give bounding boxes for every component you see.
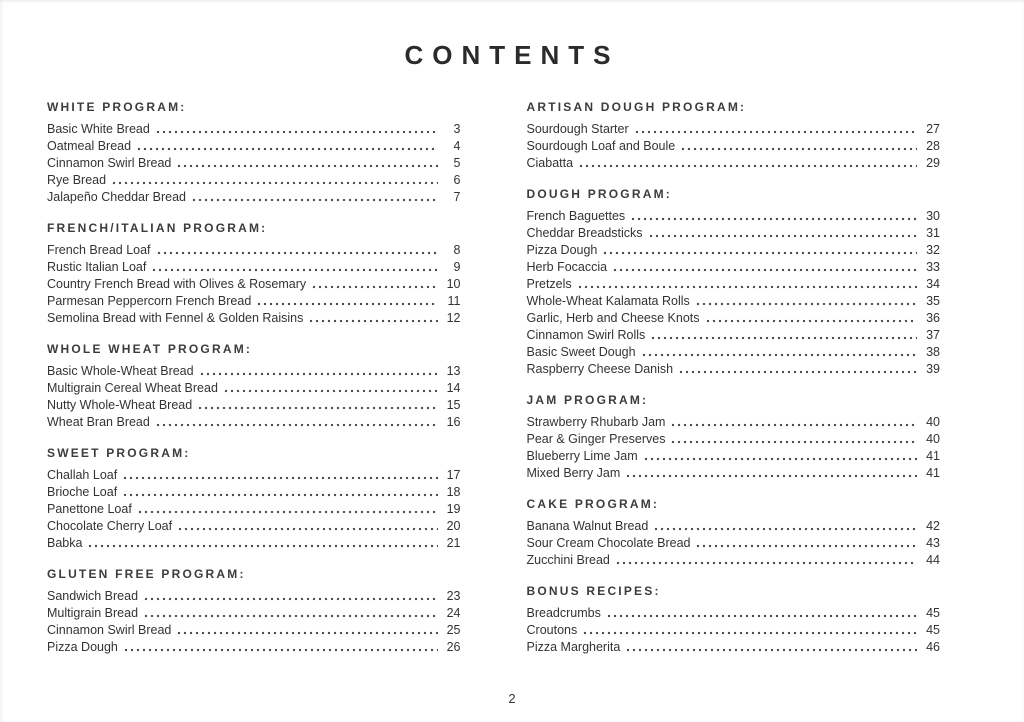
toc-entry-page: 40 [926, 432, 940, 446]
toc-entry [47, 363, 461, 380]
toc-entry-page: 26 [446, 640, 461, 654]
toc-entry-title: Breadcrumbs [526, 606, 601, 620]
toc-entry-title: Basic Sweet Dough [526, 345, 636, 359]
toc-entry [47, 189, 461, 206]
page-title: CONTENTS [404, 40, 620, 70]
toc-entry-title: Multigrain Cereal Wheat Bread [47, 381, 218, 395]
toc-section [47, 99, 461, 206]
toc-entry-title: Garlic, Herb and Cheese Knots [526, 311, 700, 325]
toc-entry-title: Rye Bread [47, 173, 107, 187]
toc-entry-title: Whole-Wheat Kalamata Rolls [526, 294, 690, 308]
toc-entry-page: 45 [926, 606, 940, 620]
toc-entry-title: Multigrain Bread [47, 606, 139, 620]
toc-entry-page: 25 [446, 623, 461, 637]
toc-entry-title: Parmesan Peppercorn French Bread [47, 294, 252, 308]
toc-columns [47, 99, 940, 656]
toc-entry-title: Cinnamon Swirl Bread [47, 156, 172, 170]
toc-entry-page: 23 [446, 589, 461, 603]
toc-section [527, 392, 941, 482]
toc-entry-page: 14 [446, 381, 461, 395]
toc-section-heading: DOUGH PROGRAM: [526, 187, 672, 201]
dot-leader [191, 189, 438, 206]
toc-entry [47, 172, 461, 189]
toc-entry-title: Semolina Bread with Fennel & Golden Raisins [47, 311, 304, 325]
toc-entry-page: 17 [446, 468, 461, 482]
toc-entry [47, 121, 461, 138]
dot-leader [630, 208, 917, 225]
toc-entry [527, 138, 941, 155]
toc-entry-page: 24 [446, 606, 461, 620]
dot-leader [615, 552, 917, 569]
toc-entry-title: Oatmeal Bread [47, 139, 132, 153]
toc-entry-title: Sourdough Loaf and Boule [526, 139, 676, 153]
toc-entry-title: Croutons [526, 623, 578, 637]
toc-entry-title: Chocolate Cherry Loaf [47, 519, 173, 533]
toc-entry-title: Nutty Whole-Wheat Bread [47, 398, 193, 412]
toc-section-heading: FRENCH/ITALIAN PROGRAM: [47, 221, 268, 235]
toc-entry [527, 605, 941, 622]
toc-section [527, 99, 941, 172]
toc-entry [527, 293, 941, 310]
toc-entry [47, 242, 461, 259]
toc-entry-page: 9 [453, 260, 461, 274]
toc-entry-title: Strawberry Rhubarb Jam [526, 415, 666, 429]
dot-leader [197, 397, 437, 414]
dot-leader [122, 484, 437, 501]
toc-entry-page: 10 [446, 277, 461, 291]
toc-entry-page: 6 [453, 173, 461, 187]
toc-entry [47, 293, 461, 310]
toc-entry-page: 29 [926, 156, 940, 170]
toc-entry [47, 414, 461, 431]
toc-entry-title: Brioche Loaf [47, 485, 118, 499]
toc-entry-page: 43 [926, 536, 940, 550]
toc-entry [527, 622, 941, 639]
toc-right-column [527, 99, 941, 656]
toc-entry-page: 39 [926, 362, 940, 376]
dot-leader [670, 414, 917, 431]
dot-leader [678, 361, 917, 378]
toc-entry-page: 45 [926, 623, 940, 637]
toc-entry [527, 431, 941, 448]
dot-leader [155, 121, 438, 138]
toc-entry-title: Cheddar Breadsticks [526, 226, 643, 240]
dot-leader [650, 327, 917, 344]
dot-leader [87, 535, 437, 552]
dot-leader [143, 605, 437, 622]
dot-leader [606, 605, 917, 622]
dot-leader [136, 138, 437, 155]
toc-entry-page: 20 [446, 519, 461, 533]
toc-entry-page: 37 [926, 328, 940, 342]
dot-leader [122, 467, 437, 484]
toc-entry [527, 344, 941, 361]
toc-entry [47, 276, 461, 293]
dot-leader [137, 501, 438, 518]
toc-entry-page: 5 [453, 156, 461, 170]
toc-entry-title: Herb Focaccia [526, 260, 608, 274]
toc-section [527, 186, 941, 378]
toc-entry [47, 259, 461, 276]
dot-leader [634, 121, 917, 138]
toc-entry [527, 448, 941, 465]
dot-leader [223, 380, 438, 397]
toc-entry-title: French Baguettes [526, 209, 626, 223]
toc-section-heading: JAM PROGRAM: [526, 393, 649, 407]
toc-entry [47, 397, 461, 414]
toc-entry [47, 518, 461, 535]
toc-entry-title: Pizza Dough [526, 243, 598, 257]
toc-entry [47, 535, 461, 552]
toc-section-heading: CAKE PROGRAM: [526, 497, 660, 511]
dot-leader [653, 518, 917, 535]
dot-leader [612, 259, 917, 276]
toc-entry-title: Country French Bread with Olives & Rosemary [47, 277, 307, 291]
toc-entry-page: 46 [926, 640, 940, 654]
toc-entry [47, 380, 461, 397]
toc-entry [47, 605, 461, 622]
toc-entry [527, 242, 941, 259]
toc-entry [527, 535, 941, 552]
toc-entry [527, 414, 941, 431]
toc-entry-title: French Bread Loaf [47, 243, 151, 257]
toc-entry-title: Cinnamon Swirl Rolls [526, 328, 646, 342]
toc-entry-title: Challah Loaf [47, 468, 118, 482]
toc-entry-title: Babka [47, 536, 83, 550]
toc-entry-page: 30 [926, 209, 940, 223]
dot-leader [625, 639, 917, 656]
toc-entry-page: 28 [926, 139, 940, 153]
toc-entry-page: 18 [446, 485, 461, 499]
toc-entry-page: 33 [926, 260, 940, 274]
folio-page-number: 2 [508, 691, 516, 706]
toc-entry-page: 40 [926, 415, 940, 429]
toc-entry [527, 518, 941, 535]
dot-leader [625, 465, 917, 482]
toc-entry-page: 15 [446, 398, 461, 412]
toc-entry-page: 21 [446, 536, 461, 550]
toc-entry [527, 276, 941, 293]
dot-leader [155, 414, 438, 431]
toc-entry-title: Pizza Margherita [526, 640, 621, 654]
toc-entry [527, 208, 941, 225]
toc-entry-page: 41 [926, 449, 940, 463]
dot-leader [111, 172, 437, 189]
toc-entry-page: 32 [926, 243, 940, 257]
toc-entry-title: Sour Cream Chocolate Bread [526, 536, 691, 550]
toc-entry-page: 7 [453, 190, 461, 204]
toc-entry-title: Sandwich Bread [47, 589, 139, 603]
dot-leader [143, 588, 437, 605]
toc-entry-title: Sourdough Starter [526, 122, 629, 136]
toc-entry-title: Wheat Bran Bread [47, 415, 150, 429]
toc-entry-title: Banana Walnut Bread [526, 519, 649, 533]
toc-section-heading: SWEET PROGRAM: [47, 446, 191, 460]
toc-entry-title: Basic White Bread [47, 122, 150, 136]
toc-section [47, 445, 461, 552]
toc-entry [47, 310, 461, 327]
toc-entry [47, 639, 461, 656]
dot-leader [695, 293, 917, 310]
dot-leader [177, 518, 437, 535]
dot-leader [308, 310, 437, 327]
dot-leader [641, 344, 917, 361]
dot-leader [680, 138, 917, 155]
dot-leader [176, 155, 437, 172]
toc-entry-page: 19 [446, 502, 461, 516]
toc-entry [527, 310, 941, 327]
toc-entry [47, 467, 461, 484]
toc-entry [47, 155, 461, 172]
toc-section [47, 341, 461, 431]
dot-leader [643, 448, 917, 465]
toc-entry-title: Basic Whole-Wheat Bread [47, 364, 194, 378]
dot-leader [705, 310, 917, 327]
toc-section [47, 566, 461, 656]
toc-entry-title: Pizza Dough [47, 640, 118, 654]
toc-entry-title: Cinnamon Swirl Bread [47, 623, 172, 637]
toc-entry-page: 38 [926, 345, 940, 359]
toc-entry-title: Pretzels [526, 277, 572, 291]
toc-entry-title: Ciabatta [526, 156, 574, 170]
toc-section-heading: WHITE PROGRAM: [47, 100, 187, 114]
dot-leader [648, 225, 917, 242]
toc-entry-page: 4 [453, 139, 461, 153]
toc-entry-page: 41 [926, 466, 940, 480]
toc-entry-title: Zucchini Bread [526, 553, 610, 567]
toc-section-heading: GLUTEN FREE PROGRAM: [47, 567, 246, 581]
toc-entry-page: 42 [926, 519, 940, 533]
toc-entry [527, 121, 941, 138]
dot-leader [577, 276, 917, 293]
dot-leader [582, 622, 917, 639]
toc-entry-page: 35 [926, 294, 940, 308]
toc-entry-page: 31 [926, 226, 940, 240]
dot-leader [199, 363, 438, 380]
dot-leader [123, 639, 438, 656]
toc-entry-page: 27 [926, 122, 940, 136]
toc-entry [47, 138, 461, 155]
toc-section-heading: WHOLE WHEAT PROGRAM: [47, 342, 253, 356]
toc-entry [527, 465, 941, 482]
toc-section-heading: ARTISAN DOUGH PROGRAM: [526, 100, 747, 114]
toc-section [527, 583, 941, 656]
dot-leader [578, 155, 917, 172]
toc-entry [527, 327, 941, 344]
toc-entry-page: 34 [926, 277, 940, 291]
toc-entry-page: 3 [453, 122, 461, 136]
dot-leader [311, 276, 437, 293]
toc-entry [527, 155, 941, 172]
toc-entry-title: Pear & Ginger Preserves [526, 432, 666, 446]
toc-section-heading: BONUS RECIPES: [526, 584, 661, 598]
toc-entry-title: Jalapeño Cheddar Bread [47, 190, 186, 204]
toc-entry-page: 16 [446, 415, 461, 429]
toc-entry-page: 36 [926, 311, 940, 325]
dot-leader [256, 293, 437, 310]
toc-entry [527, 552, 941, 569]
dot-leader [602, 242, 917, 259]
toc-section [527, 496, 941, 569]
toc-entry [527, 639, 941, 656]
toc-entry-page: 44 [926, 553, 940, 567]
toc-entry [47, 588, 461, 605]
toc-section [47, 220, 461, 327]
toc-entry-title: Mixed Berry Jam [526, 466, 621, 480]
toc-left-column [47, 99, 461, 656]
toc-entry-page: 11 [447, 294, 461, 308]
toc-entry [527, 225, 941, 242]
dot-leader [695, 535, 917, 552]
toc-entry [47, 484, 461, 501]
dot-leader [176, 622, 437, 639]
toc-entry-title: Panettone Loaf [47, 502, 132, 516]
dot-leader [670, 431, 917, 448]
toc-entry-page: 8 [453, 243, 461, 257]
toc-entry [527, 259, 941, 276]
toc-entry-title: Blueberry Lime Jam [526, 449, 638, 463]
toc-entry-page: 13 [446, 364, 461, 378]
toc-entry-title: Raspberry Cheese Danish [526, 362, 674, 376]
toc-entry [47, 501, 461, 518]
dot-leader [156, 242, 438, 259]
toc-entry-page: 12 [446, 311, 461, 325]
toc-entry-title: Rustic Italian Loaf [47, 260, 147, 274]
toc-entry [47, 622, 461, 639]
toc-entry [527, 361, 941, 378]
dot-leader [151, 259, 437, 276]
